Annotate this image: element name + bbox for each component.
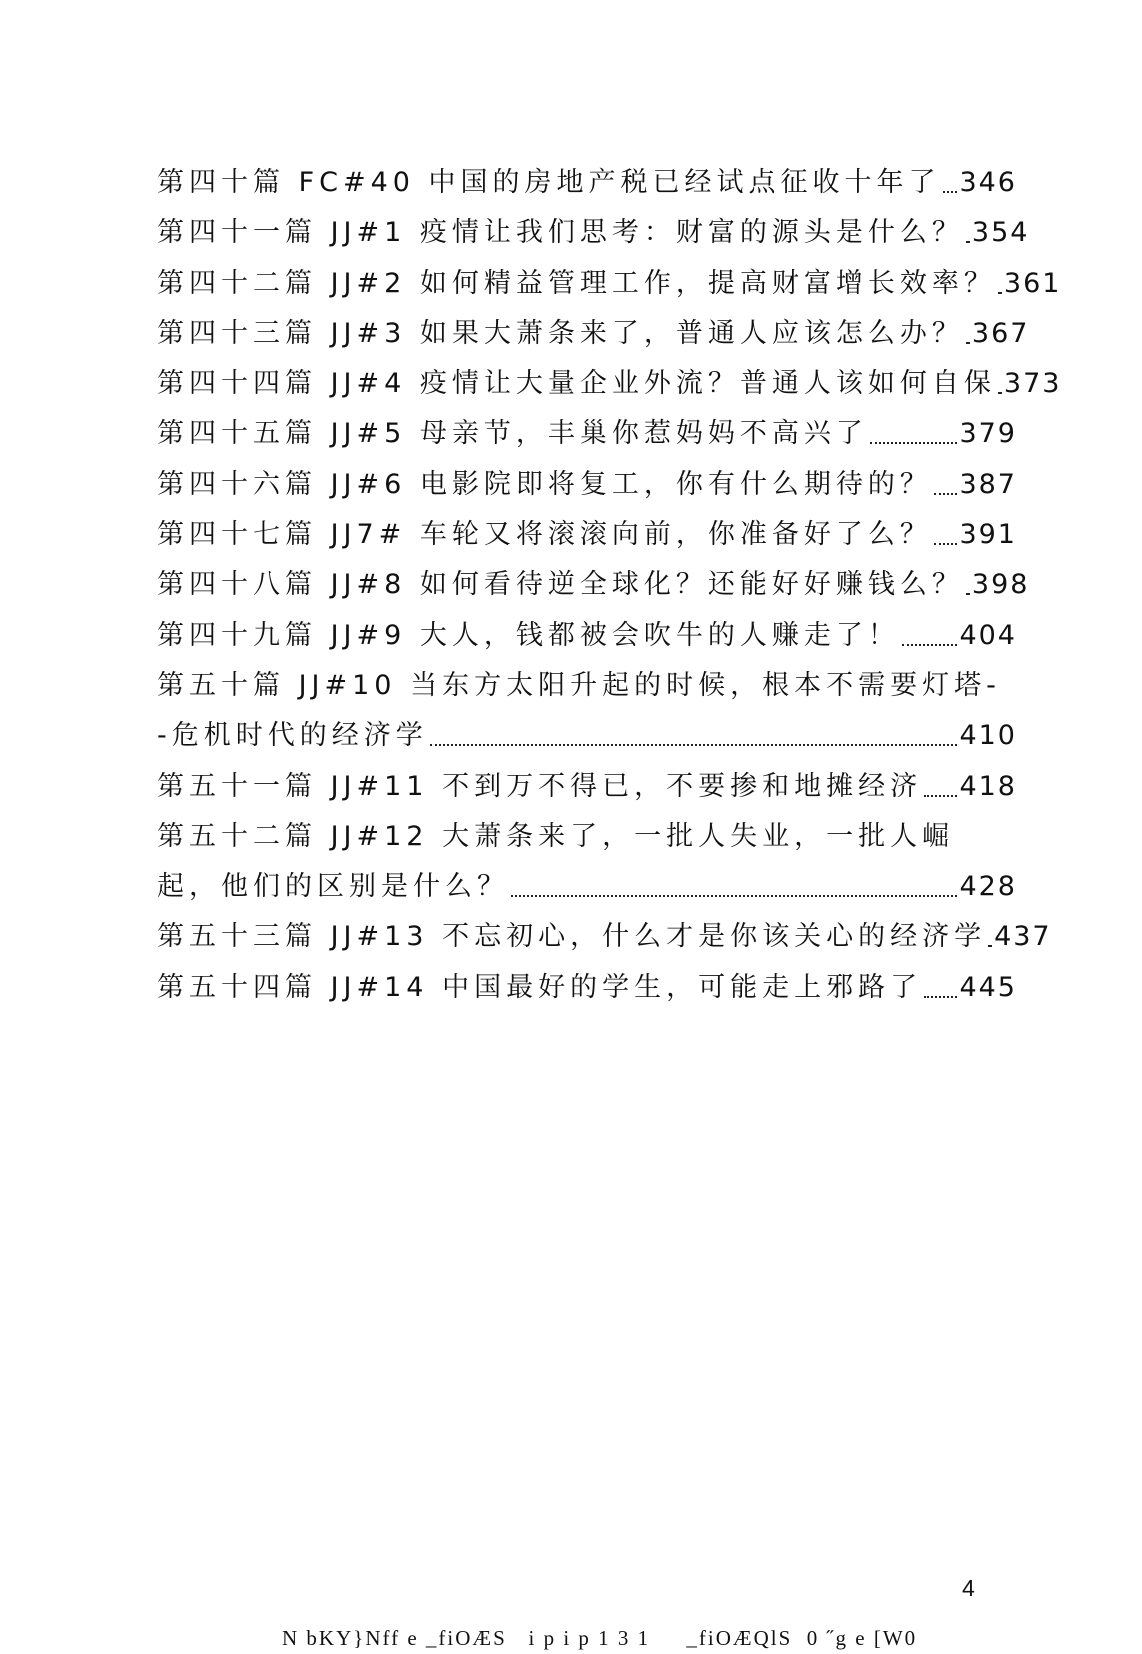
toc-entry-title: 第四十六篇 JJ#6 电影院即将复工，你有什么期待的？	[157, 468, 932, 500]
toc-entry-first-line[interactable]	[157, 812, 1017, 862]
toc-entry-title: 第五十二篇 JJ#12 大萧条来了，一批人失业，一批人崛	[157, 820, 955, 852]
dot-leader	[998, 359, 1002, 394]
toc-entry-title-continued: -危机时代的经济学	[157, 720, 428, 752]
toc-entry[interactable]	[157, 862, 1017, 912]
dot-leader	[924, 762, 957, 797]
page-number: 4	[962, 1575, 975, 1601]
footer-text: N bKY}Nff e _fiOÆS i p i p 1 3 1 _fiOÆQlS 0 ˝g e [W0	[282, 1626, 918, 1650]
toc-entry[interactable]	[157, 409, 1017, 459]
toc-entry-title: 第五十篇 JJ#10 当东方太阳升起的时候，根本不需要灯塔-	[157, 669, 1001, 701]
toc-entry[interactable]	[157, 762, 1017, 812]
toc-entry-page: 398	[971, 569, 1030, 601]
dot-leader	[870, 409, 958, 444]
toc-entry-page: 361	[1003, 267, 1062, 299]
dot-leader	[966, 309, 970, 344]
toc-entry-page: 379	[959, 418, 1017, 450]
toc-entry-page: 354	[971, 217, 1030, 249]
toc-entry-title-continued: 起，他们的区别是什么？	[157, 871, 509, 903]
toc-entry[interactable]	[157, 309, 1030, 359]
toc-entry-page: 387	[959, 468, 1017, 500]
toc-entry-title: 第四十七篇 JJ7# 车轮又将滚滚向前，你准备好了么？	[157, 519, 932, 551]
toc-entry-first-line[interactable]	[157, 661, 1017, 711]
dot-leader	[924, 963, 957, 998]
toc-entry[interactable]	[157, 259, 1062, 309]
toc-entry-page: 367	[971, 317, 1030, 349]
toc-entry[interactable]	[157, 611, 1017, 661]
toc-entry[interactable]	[157, 208, 1030, 258]
toc-entry-page: 346	[959, 167, 1017, 198]
dot-leader	[943, 158, 958, 193]
toc-entry-page: 404	[959, 619, 1017, 651]
toc-entry-page: 445	[959, 971, 1017, 1003]
toc-entry-title: 第四十九篇 JJ#9 大人，钱都被会吹牛的人赚走了！	[157, 619, 900, 651]
toc-entry-title: 第四十一篇 JJ#1 疫情让我们思考：财富的源头是什么？	[157, 217, 964, 249]
toc-entry-page: 373	[1003, 368, 1062, 400]
toc-entry[interactable]	[157, 711, 1017, 761]
toc-entry-title: 第四十二篇 JJ#2 如何精益管理工作，提高财富增长效率？	[157, 267, 996, 299]
toc-entry-page: 410	[959, 720, 1017, 752]
toc-entry-page: 437	[994, 921, 1052, 953]
toc-entry-title: 第四十四篇 JJ#4 疫情让大量企业外流？普通人该如何自保	[157, 368, 996, 400]
dot-leader	[966, 560, 970, 595]
toc-entry[interactable]	[157, 963, 1017, 1013]
dot-leader	[902, 611, 958, 646]
dot-leader	[998, 259, 1002, 294]
toc-entry-page: 428	[959, 871, 1017, 903]
dot-leader	[430, 711, 958, 746]
toc-entry[interactable]	[157, 460, 1017, 510]
toc-entry-title: 第五十四篇 JJ#14 中国最好的学生，可能走上邪路了	[157, 971, 923, 1003]
toc-entry-title: 第四十篇 FC#40 中国的房地产税已经试点征收十年了	[157, 167, 941, 198]
dot-leader	[966, 208, 970, 243]
table-of-contents	[157, 158, 1062, 1013]
toc-entry-page: 391	[959, 519, 1017, 551]
toc-entry-title: 第五十一篇 JJ#11 不到万不得已，不要掺和地摊经济	[157, 770, 923, 802]
dot-leader	[988, 912, 992, 947]
toc-entry-title: 第五十三篇 JJ#13 不忘初心，什么才是你该关心的经济学	[157, 921, 987, 953]
toc-entry[interactable]	[157, 359, 1062, 409]
dot-leader	[934, 510, 958, 545]
toc-entry-title: 第四十三篇 JJ#3 如果大萧条来了，普通人应该怎么办？	[157, 317, 964, 349]
toc-entry[interactable]	[157, 158, 1017, 208]
dot-leader	[511, 862, 957, 897]
toc-entry-title: 第四十五篇 JJ#5 母亲节，丰巢你惹妈妈不高兴了	[157, 418, 868, 450]
toc-entry[interactable]	[157, 560, 1030, 610]
toc-entry-title: 第四十八篇 JJ#8 如何看待逆全球化？还能好好赚钱么？	[157, 569, 964, 601]
toc-entry[interactable]	[157, 912, 1052, 962]
toc-entry-page: 418	[959, 770, 1017, 802]
dot-leader	[934, 460, 958, 495]
toc-entry[interactable]	[157, 510, 1017, 560]
